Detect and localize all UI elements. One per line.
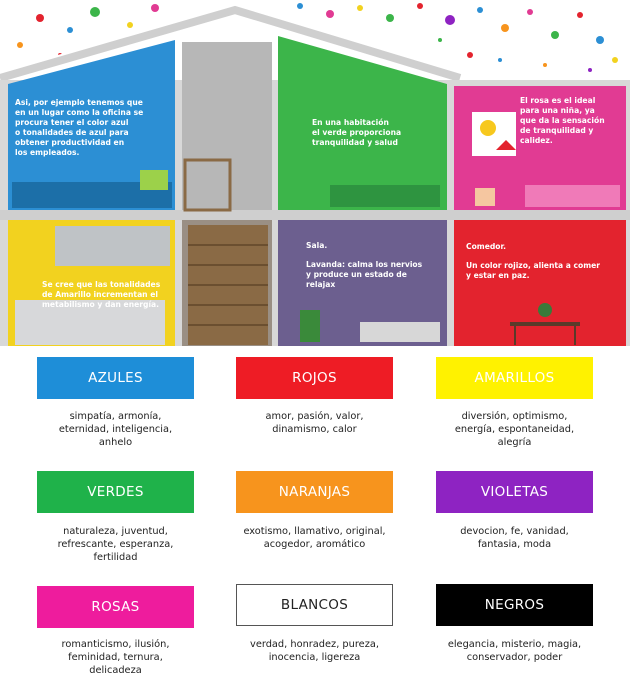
caption-line: de tranquilidad y [520, 126, 594, 136]
caption-line: En una habitación [312, 118, 389, 127]
swatch-verdes: VERDES [37, 471, 194, 513]
swatch-amarillos: AMARILLOS [436, 357, 593, 399]
swatch-azules: AZULES [37, 357, 194, 399]
dining-room [454, 220, 626, 346]
sun-drawing-icon [472, 112, 516, 156]
desc-line: simpatía, armonía, [69, 411, 162, 422]
caption-line: de Amarillo incrementan el [42, 290, 158, 300]
desc-line: verdad, honradez, pureza, [250, 639, 379, 650]
desc-line: delicadeza [89, 665, 142, 677]
desc-line: diversión, optimismo, [461, 411, 568, 422]
swatch-violetas: VIOLETAS [436, 471, 593, 513]
swatch-rosas: ROSAS [37, 586, 194, 628]
living-room-caption [306, 241, 446, 290]
desc-line: romanticismo, ilusión, [61, 639, 170, 650]
caption-line: Lavanda: calma los nervios [306, 260, 423, 270]
desc-line: elegancia, misterio, magia, [447, 639, 582, 650]
swatch-blancos: BLANCOS [236, 584, 393, 626]
desc-line: eternidad, inteligencia, [58, 424, 173, 436]
desc-negros [427, 638, 602, 664]
swatch-rojos: ROJOS [236, 357, 393, 399]
desc-line: fantasia, moda [477, 539, 552, 551]
stairwell-top [182, 42, 272, 210]
caption-line: procura tener el color azul [15, 118, 129, 128]
desc-line: acogedor, aromático [263, 539, 366, 551]
bed-icon [330, 185, 440, 207]
caption-line: Sala. [306, 241, 328, 250]
desc-line: fertilidad [93, 552, 138, 564]
kitchen-caption [42, 280, 177, 310]
caption-line: que da la sensación [520, 116, 605, 126]
caption-line [466, 252, 626, 261]
caption-line: Se cree que las tonalidades [42, 280, 161, 289]
desc-amarillos [427, 410, 602, 450]
caption-line: El rosa es el ideal [520, 96, 596, 105]
desc-line: energía, espontaneidad, [454, 424, 575, 436]
desc-azules [28, 410, 203, 450]
dining-room-caption [466, 242, 626, 281]
caption-line: los empleados. [15, 148, 80, 158]
caption-line: Asi, por ejemplo tenemos que [15, 98, 143, 107]
office-caption [15, 98, 175, 158]
desc-line: naturaleza, juventud, [63, 526, 168, 537]
swatch-negros: NEGROS [436, 584, 593, 626]
desc-line: dinamismo, calor [272, 424, 357, 436]
caption-line [306, 251, 446, 260]
desc-line: devocion, fe, vanidad, [460, 526, 569, 537]
caption-line: tranquilidad y salud [312, 138, 398, 148]
desc-rosas [28, 638, 203, 678]
caption-line: metabilismo y dan energía. [42, 300, 160, 310]
desc-line: amor, pasión, valor, [265, 411, 364, 422]
desc-naranjas [227, 525, 402, 551]
desc-line: feminidad, ternura, [68, 652, 163, 664]
caption-line: o tonalidades de azul para [15, 128, 129, 138]
desc-rojos [227, 410, 402, 436]
desc-blancos [227, 638, 402, 664]
girl-room-caption [520, 96, 628, 146]
desc-verdes [28, 525, 203, 565]
caption-line: en un lugar como la oficina se [15, 108, 144, 118]
caption-line: Un color rojizo, alienta a comer [466, 261, 601, 271]
desc-line: exotismo, llamativo, original, [243, 526, 386, 537]
desc-line: anhelo [98, 437, 133, 449]
caption-line: Comedor. [466, 242, 507, 251]
caption-line: y produce un estado de [306, 270, 407, 280]
caption-line: obtener productividad en [15, 138, 125, 148]
desc-line: conservador, poder [466, 652, 563, 664]
swatch-naranjas: NARANJAS [236, 471, 393, 513]
bedroom-caption [312, 118, 442, 148]
caption-line: calidez. [520, 136, 553, 146]
desc-line: refrescante, esperanza, [57, 539, 174, 551]
caption-line: para una niña, ya [520, 106, 595, 116]
desc-line: inocencia, ligereza [268, 652, 361, 664]
caption-line: relajax [306, 280, 336, 290]
caption-line: y estar en paz. [466, 271, 530, 281]
desc-violetas [427, 525, 602, 551]
caption-line: el verde proporciona [312, 128, 402, 138]
desc-line: alegría [497, 437, 532, 449]
